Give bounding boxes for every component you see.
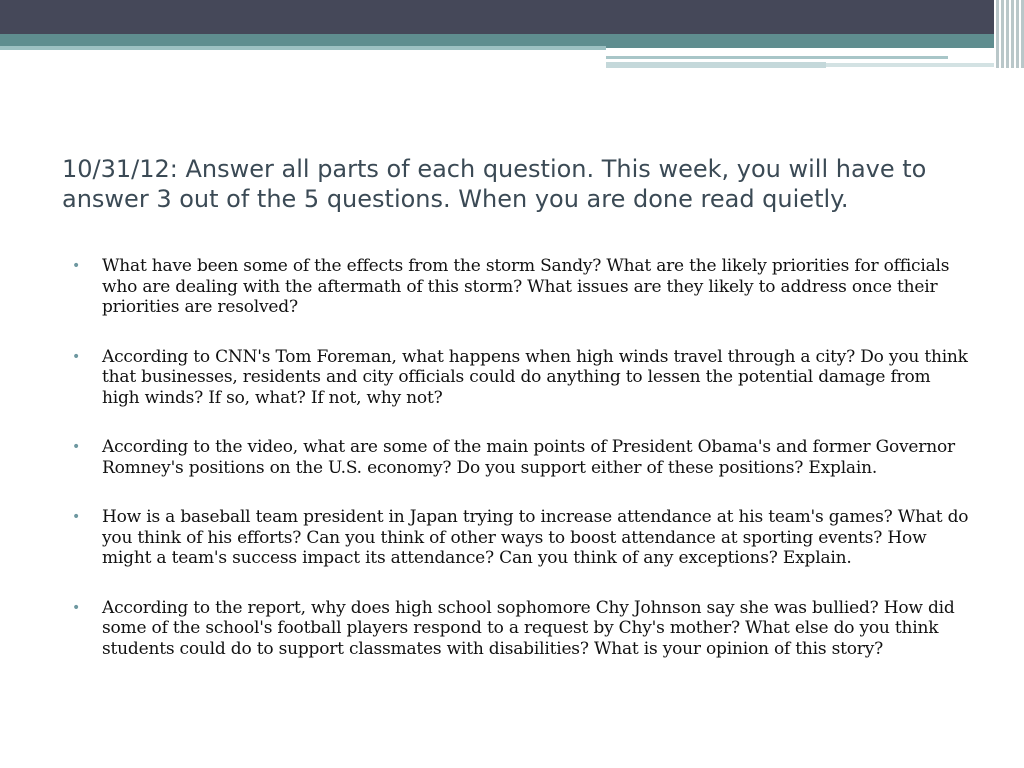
header-bar-teal-light: [0, 46, 606, 50]
question-text: How is a baseball team president in Japan trying to increase attendance at his team's games? What do you think of his efforts? Can you think of other ways to boost attendance at sporting events? How might a team's success impact its attendance? Can you think of any exceptions? Explain.: [102, 507, 969, 568]
question-item-4: [70, 507, 970, 569]
question-text: According to the report, why does high school sophomore Chy Johnson say she was bullied? How did some of the school's football players respond to a request by Chy's mother? What else do you think students could do to support classmates with disabilities? What is your opinion of this story?: [102, 597, 955, 659]
bullet-icon: •: [72, 348, 81, 365]
question-item-3: [70, 437, 970, 478]
question-item-2: [70, 347, 970, 409]
question-list: [70, 256, 970, 659]
bullet-icon: •: [72, 599, 81, 616]
question-text: According to the video, what are some of the main points of President Obama's and former Governor Romney's positions on the U.S. economy? Do you support either of these positions? Explain.: [102, 437, 955, 478]
question-item-5: [70, 598, 970, 660]
slide-title: 10/31/12: Answer all parts of each question. This week, you will have to answer 3 out of the 5 questions. When you are done read quietly.: [62, 155, 927, 213]
question-text: According to CNN's Tom Foreman, what happens when high winds travel through a city? Do you think that businesses, residents and city officials could do anything to lessen the potential damage from high winds? If so, what? If not, why not?: [102, 346, 968, 408]
question-item-1: [70, 256, 970, 318]
bullet-icon: •: [72, 258, 81, 274]
bullet-icon: •: [72, 509, 81, 525]
header-bar-dark: [0, 0, 1024, 34]
header-accent-gap: [606, 48, 1024, 56]
header-accent-block: [606, 62, 826, 68]
question-text: What have been some of the effects from the storm Sandy? What are the likely priorities for officials who are dealing with the aftermath of this storm? What issues are they likely to address once their priorities are resolved?: [102, 256, 950, 317]
bullet-icon: •: [72, 439, 81, 455]
header-accent-line: [606, 56, 948, 59]
header-stripes: [994, 0, 1024, 68]
